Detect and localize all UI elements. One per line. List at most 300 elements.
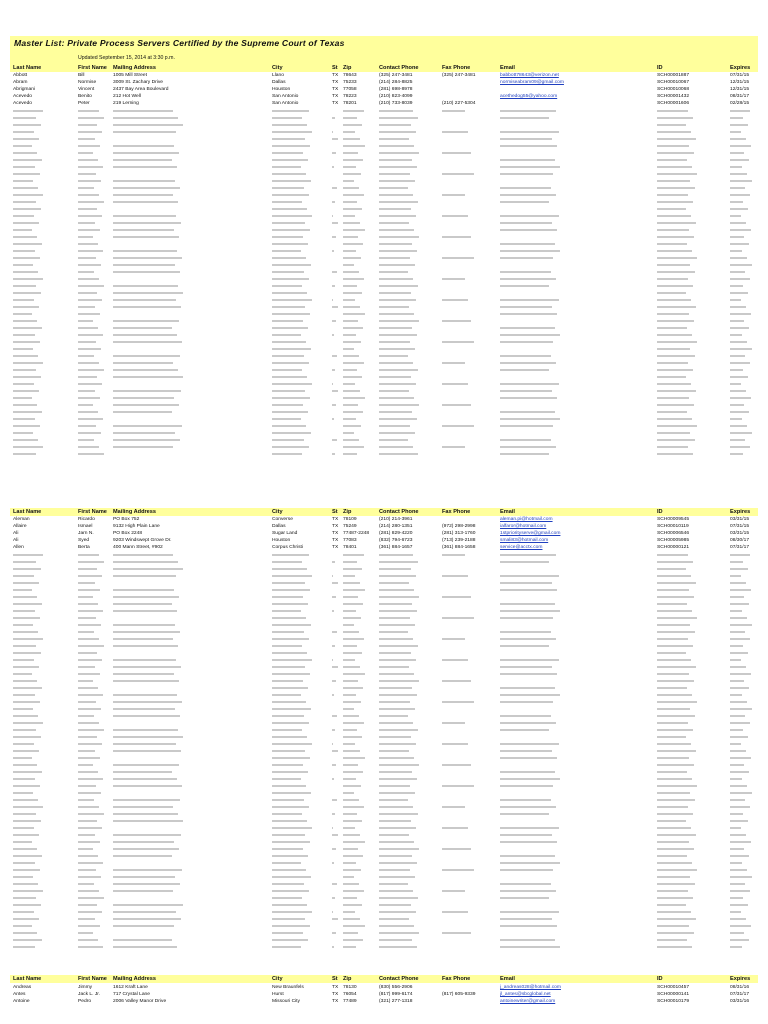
placeholder-cell bbox=[379, 946, 417, 948]
placeholder-cell bbox=[13, 166, 35, 168]
table-row bbox=[10, 79, 758, 86]
col-contact-phone: Contact Phone bbox=[379, 65, 419, 71]
cell-state: TX bbox=[332, 999, 339, 1004]
placeholder-cell bbox=[730, 397, 751, 399]
cell-expires: 03/31/15 bbox=[730, 517, 750, 522]
placeholder-cell bbox=[13, 673, 32, 675]
placeholder-cell bbox=[500, 418, 560, 420]
placeholder-cell bbox=[332, 390, 338, 392]
placeholder-cell bbox=[500, 617, 553, 619]
placeholder-cell bbox=[379, 561, 418, 563]
placeholder-cell bbox=[78, 243, 98, 245]
cell-first-name: Benito bbox=[78, 94, 92, 99]
placeholder-cell bbox=[379, 736, 411, 738]
placeholder-cell bbox=[343, 110, 364, 112]
col-mailing-address: Mailing Address bbox=[113, 65, 156, 71]
placeholder-cell bbox=[730, 946, 742, 948]
col-expires: Expires bbox=[730, 65, 751, 71]
placeholder-cell bbox=[272, 806, 309, 808]
placeholder-cell bbox=[500, 362, 556, 364]
placeholder-cell bbox=[379, 131, 416, 133]
placeholder-cell bbox=[13, 390, 39, 392]
placeholder-cell bbox=[13, 554, 43, 556]
placeholder-cell bbox=[500, 411, 555, 413]
placeholder-cell bbox=[657, 554, 688, 556]
placeholder-cell bbox=[13, 596, 37, 598]
updated-note: Updated September 15, 2014 at 3:30 p.m. bbox=[78, 55, 175, 61]
placeholder-cell bbox=[730, 694, 742, 696]
placeholder-cell bbox=[379, 694, 417, 696]
placeholder-cell bbox=[343, 603, 363, 605]
placeholder-cell bbox=[113, 404, 179, 406]
placeholder-cell bbox=[730, 589, 751, 591]
placeholder-cell bbox=[78, 743, 102, 745]
cell-email[interactable]: babbott78643@verizon.net bbox=[500, 73, 559, 78]
col-zip: Zip bbox=[343, 509, 352, 515]
placeholder-cell bbox=[657, 439, 695, 441]
placeholder-cell bbox=[272, 250, 301, 252]
placeholder-cell bbox=[272, 722, 309, 724]
placeholder-cell bbox=[730, 764, 744, 766]
placeholder-cell bbox=[657, 397, 689, 399]
cell-city: Sugar Land bbox=[272, 531, 298, 536]
placeholder-cell bbox=[343, 390, 360, 392]
placeholder-cell bbox=[78, 187, 94, 189]
placeholder-cell bbox=[343, 362, 364, 364]
placeholder-cell bbox=[13, 694, 35, 696]
placeholder-cell bbox=[13, 729, 36, 731]
placeholder-cell bbox=[272, 883, 304, 885]
placeholder-cell bbox=[379, 904, 411, 906]
col-id: ID bbox=[657, 65, 663, 71]
placeholder-cell bbox=[343, 589, 365, 591]
placeholder-cell bbox=[500, 561, 549, 563]
placeholder-cell bbox=[379, 652, 411, 654]
placeholder-cell bbox=[379, 589, 414, 591]
placeholder-cell bbox=[343, 673, 365, 675]
placeholder-cell bbox=[500, 453, 549, 455]
placeholder-cell bbox=[500, 589, 557, 591]
placeholder-cell bbox=[113, 659, 176, 661]
placeholder-cell bbox=[657, 673, 689, 675]
cell-first-name: Peter bbox=[78, 101, 90, 106]
cell-city: Llano bbox=[272, 73, 284, 78]
placeholder-cell bbox=[113, 911, 176, 913]
placeholder-cell bbox=[113, 904, 183, 906]
placeholder-cell bbox=[730, 229, 751, 231]
placeholder-cell bbox=[500, 785, 553, 787]
cell-fax-phone: (713) 239-2188 bbox=[442, 538, 476, 543]
cell-zip: 77489 bbox=[343, 999, 357, 1004]
placeholder-cell bbox=[13, 432, 33, 434]
placeholder-cell bbox=[13, 701, 40, 703]
placeholder-cell bbox=[379, 876, 415, 878]
placeholder-cell bbox=[379, 110, 413, 112]
placeholder-cell bbox=[730, 617, 747, 619]
placeholder-cell bbox=[657, 173, 697, 175]
placeholder-cell bbox=[13, 680, 37, 682]
placeholder-cell bbox=[730, 897, 743, 899]
cell-state: TX bbox=[332, 531, 339, 536]
cell-expires: 02/28/15 bbox=[730, 101, 750, 106]
placeholder-cell bbox=[272, 243, 308, 245]
placeholder-cell bbox=[379, 411, 412, 413]
placeholder-cell bbox=[332, 848, 336, 850]
placeholder-cell bbox=[272, 180, 311, 182]
cell-id: SCH00001887 bbox=[657, 73, 690, 78]
cell-first-name: Bill bbox=[78, 73, 85, 78]
placeholder-cell bbox=[113, 561, 178, 563]
placeholder-cell bbox=[657, 645, 693, 647]
placeholder-cell bbox=[730, 715, 745, 717]
cell-first-name: Jimmy bbox=[78, 985, 93, 990]
placeholder-cell bbox=[272, 306, 305, 308]
placeholder-cell bbox=[442, 638, 465, 640]
col-city: City bbox=[272, 65, 283, 71]
placeholder-cell bbox=[500, 722, 556, 724]
cell-email[interactable]: service@acctx.com bbox=[500, 545, 543, 550]
cell-last-name: Aleman bbox=[13, 517, 30, 522]
placeholder-cell bbox=[13, 890, 43, 892]
placeholder-cell bbox=[657, 862, 692, 864]
placeholder-cell bbox=[113, 264, 175, 266]
placeholder-cell bbox=[13, 341, 40, 343]
placeholder-cell bbox=[78, 180, 101, 182]
placeholder-cell bbox=[730, 362, 750, 364]
placeholder-cell bbox=[343, 596, 358, 598]
placeholder-cell bbox=[343, 855, 363, 857]
placeholder-cell bbox=[113, 152, 179, 154]
placeholder-cell bbox=[13, 201, 36, 203]
placeholder-cell bbox=[379, 215, 416, 217]
placeholder-cell bbox=[379, 201, 418, 203]
placeholder-cell bbox=[343, 404, 358, 406]
cell-city: Houston bbox=[272, 538, 291, 543]
cell-email[interactable]: ialfaror@hotmail.com bbox=[500, 524, 547, 529]
placeholder-cell bbox=[730, 187, 745, 189]
placeholder-cell bbox=[343, 904, 362, 906]
placeholder-cell bbox=[113, 159, 172, 161]
placeholder-cell bbox=[730, 390, 746, 392]
placeholder-cell bbox=[343, 617, 361, 619]
placeholder-cell bbox=[500, 299, 559, 301]
placeholder-cell bbox=[442, 659, 468, 661]
placeholder-cell bbox=[272, 257, 306, 259]
cell-expires: 03/31/16 bbox=[730, 999, 750, 1004]
col-expires: Expires bbox=[730, 976, 751, 982]
placeholder-cell bbox=[272, 771, 308, 773]
cell-expires: 08/31/17 bbox=[730, 94, 750, 99]
placeholder-cell bbox=[657, 250, 692, 252]
placeholder-cell bbox=[500, 757, 557, 759]
section-2-unreadable-rows bbox=[10, 551, 758, 950]
placeholder-cell bbox=[343, 729, 357, 731]
col-id: ID bbox=[657, 976, 663, 982]
placeholder-cell bbox=[332, 383, 333, 385]
placeholder-cell bbox=[500, 390, 552, 392]
placeholder-cell bbox=[13, 736, 41, 738]
placeholder-cell bbox=[730, 638, 750, 640]
placeholder-cell bbox=[343, 131, 355, 133]
placeholder-cell bbox=[730, 652, 748, 654]
placeholder-cell bbox=[657, 110, 688, 112]
cell-first-name: Pedro bbox=[78, 999, 92, 1004]
placeholder-cell bbox=[657, 848, 694, 850]
placeholder-cell bbox=[113, 596, 179, 598]
placeholder-cell bbox=[343, 722, 364, 724]
placeholder-cell bbox=[730, 582, 746, 584]
cell-id: SCH00000141 bbox=[657, 992, 690, 997]
cell-city: Missouri City bbox=[272, 999, 300, 1004]
placeholder-cell bbox=[113, 271, 180, 273]
placeholder-cell bbox=[343, 383, 355, 385]
placeholder-cell bbox=[272, 187, 304, 189]
placeholder-cell bbox=[13, 631, 38, 633]
placeholder-cell bbox=[332, 610, 334, 612]
placeholder-cell bbox=[500, 383, 559, 385]
placeholder-cell bbox=[13, 841, 32, 843]
placeholder-cell bbox=[343, 145, 365, 147]
placeholder-cell bbox=[343, 453, 357, 455]
placeholder-cell bbox=[379, 729, 418, 731]
placeholder-cell bbox=[500, 659, 559, 661]
placeholder-cell bbox=[13, 215, 34, 217]
placeholder-cell bbox=[113, 638, 173, 640]
placeholder-cell bbox=[442, 722, 465, 724]
placeholder-cell bbox=[379, 222, 409, 224]
placeholder-cell bbox=[272, 208, 307, 210]
placeholder-cell bbox=[78, 911, 102, 913]
placeholder-cell bbox=[500, 911, 559, 913]
cell-contact-phone: (361) 884-1657 bbox=[379, 545, 413, 550]
placeholder-cell bbox=[113, 701, 182, 703]
placeholder-cell bbox=[379, 418, 417, 420]
placeholder-cell bbox=[500, 841, 557, 843]
placeholder-cell bbox=[657, 575, 691, 577]
placeholder-cell bbox=[500, 918, 552, 920]
placeholder-cell bbox=[272, 715, 304, 717]
placeholder-cell bbox=[78, 453, 104, 455]
placeholder-cell bbox=[78, 271, 94, 273]
placeholder-cell bbox=[332, 932, 336, 934]
placeholder-cell bbox=[500, 306, 552, 308]
placeholder-cell bbox=[379, 806, 413, 808]
cell-zip: 78201 bbox=[343, 101, 357, 106]
col-last-name: Last Name bbox=[13, 509, 42, 515]
placeholder-cell bbox=[272, 827, 312, 829]
placeholder-cell bbox=[78, 554, 99, 556]
placeholder-cell bbox=[343, 582, 360, 584]
placeholder-cell bbox=[379, 834, 409, 836]
cell-email[interactable]: normiseabram09@gmail.com bbox=[500, 80, 564, 85]
placeholder-cell bbox=[379, 701, 410, 703]
placeholder-cell bbox=[13, 722, 43, 724]
placeholder-cell bbox=[78, 145, 100, 147]
placeholder-cell bbox=[343, 138, 360, 140]
placeholder-cell bbox=[343, 299, 355, 301]
placeholder-cell bbox=[113, 180, 175, 182]
placeholder-cell bbox=[379, 124, 411, 126]
placeholder-cell bbox=[13, 453, 36, 455]
placeholder-cell bbox=[379, 799, 408, 801]
placeholder-cell bbox=[343, 554, 364, 556]
placeholder-cell bbox=[272, 152, 303, 154]
placeholder-cell bbox=[272, 904, 307, 906]
placeholder-cell bbox=[272, 453, 302, 455]
cell-contact-phone: (281) 698-8978 bbox=[379, 87, 413, 92]
placeholder-cell bbox=[442, 764, 471, 766]
placeholder-cell bbox=[272, 631, 304, 633]
placeholder-cell bbox=[657, 589, 689, 591]
placeholder-cell bbox=[332, 827, 333, 829]
placeholder-cell bbox=[78, 411, 98, 413]
col-state: St bbox=[332, 65, 338, 71]
placeholder-cell bbox=[13, 652, 41, 654]
placeholder-cell bbox=[272, 404, 303, 406]
cell-id: SCH00006546 bbox=[657, 531, 690, 536]
placeholder-cell bbox=[272, 687, 308, 689]
placeholder-cell bbox=[13, 624, 33, 626]
placeholder-cell bbox=[730, 145, 751, 147]
cell-last-name: Acevedo bbox=[13, 94, 33, 99]
placeholder-cell bbox=[730, 299, 741, 301]
placeholder-cell bbox=[272, 659, 312, 661]
placeholder-cell bbox=[78, 694, 103, 696]
cell-email[interactable]: antoinewriter@gmail.com bbox=[500, 999, 556, 1004]
cell-state: TX bbox=[332, 524, 339, 529]
placeholder-cell bbox=[657, 764, 694, 766]
placeholder-cell bbox=[500, 166, 560, 168]
placeholder-cell bbox=[657, 341, 697, 343]
placeholder-cell bbox=[113, 778, 177, 780]
placeholder-cell bbox=[78, 862, 103, 864]
placeholder-cell bbox=[113, 194, 173, 196]
col-email: Email bbox=[500, 976, 515, 982]
placeholder-cell bbox=[13, 250, 35, 252]
placeholder-cell bbox=[657, 827, 691, 829]
placeholder-cell bbox=[13, 603, 42, 605]
placeholder-cell bbox=[379, 271, 408, 273]
placeholder-cell bbox=[332, 215, 333, 217]
placeholder-cell bbox=[78, 638, 99, 640]
placeholder-cell bbox=[343, 180, 354, 182]
placeholder-cell bbox=[500, 439, 551, 441]
placeholder-cell bbox=[343, 652, 362, 654]
placeholder-cell bbox=[272, 617, 306, 619]
placeholder-cell bbox=[730, 603, 749, 605]
placeholder-cell bbox=[657, 306, 696, 308]
placeholder-cell bbox=[379, 575, 416, 577]
placeholder-cell bbox=[343, 764, 358, 766]
placeholder-cell bbox=[13, 299, 34, 301]
placeholder-cell bbox=[113, 292, 183, 294]
placeholder-cell bbox=[332, 883, 337, 885]
placeholder-cell bbox=[113, 285, 178, 287]
placeholder-cell bbox=[657, 292, 686, 294]
cell-email[interactable]: j_andreas028@hotmail.com bbox=[500, 985, 561, 990]
placeholder-cell bbox=[272, 418, 301, 420]
placeholder-cell bbox=[343, 701, 361, 703]
placeholder-cell bbox=[13, 145, 32, 147]
placeholder-cell bbox=[343, 397, 365, 399]
placeholder-cell bbox=[343, 862, 356, 864]
placeholder-cell bbox=[379, 327, 412, 329]
placeholder-cell bbox=[657, 278, 688, 280]
placeholder-cell bbox=[657, 369, 693, 371]
placeholder-cell bbox=[113, 743, 176, 745]
cell-email[interactable]: 1stpriorityserve@gmail.com bbox=[500, 531, 561, 536]
placeholder-cell bbox=[272, 554, 309, 556]
placeholder-cell bbox=[500, 159, 555, 161]
placeholder-cell bbox=[657, 117, 693, 119]
placeholder-cell bbox=[113, 575, 176, 577]
placeholder-cell bbox=[113, 110, 173, 112]
placeholder-cell bbox=[13, 708, 33, 710]
cell-email[interactable]: jl_antes@sbcglobal.net bbox=[500, 992, 551, 997]
col-last-name: Last Name bbox=[13, 976, 42, 982]
placeholder-cell bbox=[272, 890, 309, 892]
placeholder-cell bbox=[78, 827, 102, 829]
placeholder-cell bbox=[500, 187, 551, 189]
placeholder-cell bbox=[379, 554, 413, 556]
cell-last-name: Abram bbox=[13, 80, 28, 85]
placeholder-cell bbox=[13, 855, 42, 857]
col-fax-phone: Fax Phone bbox=[442, 509, 471, 515]
placeholder-cell bbox=[13, 124, 41, 126]
placeholder-cell bbox=[332, 418, 334, 420]
placeholder-cell bbox=[13, 159, 42, 161]
placeholder-cell bbox=[78, 229, 100, 231]
placeholder-cell bbox=[442, 404, 471, 406]
placeholder-cell bbox=[13, 334, 35, 336]
placeholder-cell bbox=[379, 883, 408, 885]
placeholder-cell bbox=[343, 876, 354, 878]
placeholder-cell bbox=[78, 890, 99, 892]
placeholder-cell bbox=[657, 271, 695, 273]
placeholder-cell bbox=[78, 383, 102, 385]
placeholder-cell bbox=[78, 820, 97, 822]
cell-state: TX bbox=[332, 94, 339, 99]
cell-state: TX bbox=[332, 101, 339, 106]
cell-email[interactable]: aleman.pi@hotmail.com bbox=[500, 517, 553, 522]
placeholder-cell bbox=[272, 799, 304, 801]
placeholder-cell bbox=[332, 946, 334, 948]
placeholder-cell bbox=[343, 883, 359, 885]
placeholder-cell bbox=[78, 390, 95, 392]
cell-email[interactable]: acethedog55@yahoo.com bbox=[500, 94, 558, 99]
placeholder-cell bbox=[500, 257, 553, 259]
placeholder-cell bbox=[657, 617, 697, 619]
placeholder-cell bbox=[379, 180, 415, 182]
placeholder-cell bbox=[657, 792, 690, 794]
placeholder-cell bbox=[272, 694, 301, 696]
cell-email[interactable]: smali83@hotmail.com bbox=[500, 538, 549, 543]
placeholder-cell bbox=[343, 243, 363, 245]
placeholder-cell bbox=[332, 575, 333, 577]
placeholder-cell bbox=[657, 187, 695, 189]
placeholder-cell bbox=[730, 729, 743, 731]
placeholder-cell bbox=[13, 799, 38, 801]
placeholder-cell bbox=[730, 180, 752, 182]
placeholder-cell bbox=[379, 173, 410, 175]
placeholder-cell bbox=[343, 897, 357, 899]
placeholder-cell bbox=[343, 638, 364, 640]
placeholder-cell bbox=[379, 194, 413, 196]
placeholder-cell bbox=[272, 701, 306, 703]
placeholder-cell bbox=[500, 925, 557, 927]
cell-last-name: Allaire bbox=[13, 524, 27, 529]
placeholder-cell bbox=[332, 250, 334, 252]
